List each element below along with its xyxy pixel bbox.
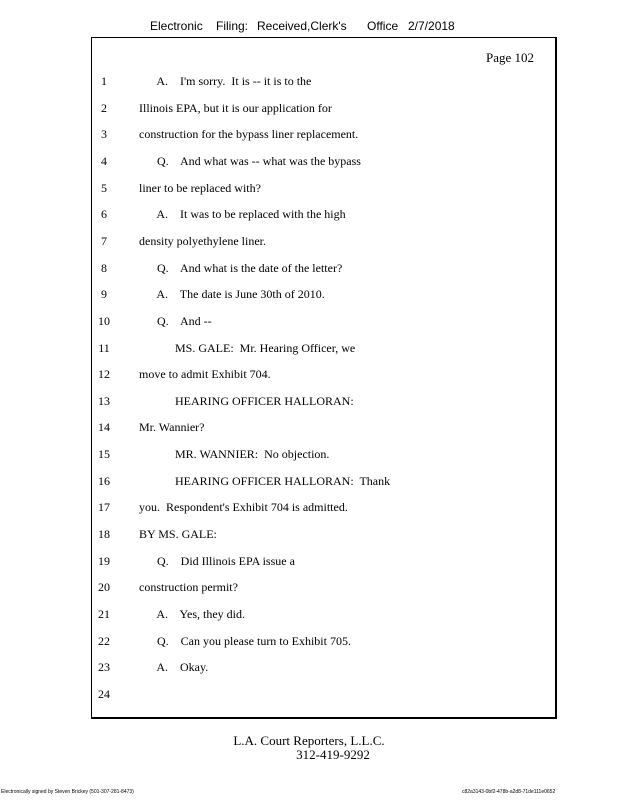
line-number: 23 bbox=[98, 660, 110, 675]
transcript-line bbox=[0, 154, 618, 172]
line-text: construction permit? bbox=[139, 580, 238, 595]
line-number: 13 bbox=[98, 393, 110, 408]
line-text: move to admit Exhibit 704. bbox=[139, 367, 271, 382]
transcript-line bbox=[0, 234, 618, 252]
transcript-line bbox=[0, 420, 618, 438]
header-office: Office bbox=[367, 19, 399, 33]
transcript-line bbox=[0, 74, 618, 92]
line-text: Mr. Wannier? bbox=[139, 420, 205, 435]
line-number: 3 bbox=[101, 127, 107, 142]
line-number: 9 bbox=[101, 287, 107, 302]
line-number: 7 bbox=[101, 233, 107, 248]
line-text: Q. And what was -- what was the bypass bbox=[139, 153, 361, 168]
line-text: HEARING OFFICER HALLORAN: bbox=[139, 393, 354, 408]
line-text: A. Okay. bbox=[139, 660, 209, 675]
line-number: 21 bbox=[98, 607, 110, 621]
electronic-signature: Electronically signed by Steven Brickey (501-307-281-8473) bbox=[1, 789, 134, 795]
transcript-line bbox=[0, 527, 618, 545]
header-received: Received,Clerk's bbox=[257, 19, 347, 33]
transcript-line bbox=[0, 500, 618, 518]
line-text: construction for the bypass liner replacement. bbox=[139, 127, 359, 142]
line-number: 10 bbox=[98, 313, 110, 328]
line-text: Q. Can you please turn to Exhibit 705. bbox=[139, 633, 351, 648]
line-text: MR. WANNIER: No objection. bbox=[139, 447, 330, 462]
line-text: HEARING OFFICER HALLORAN: Thank bbox=[139, 473, 391, 488]
line-text: MS. GALE: Mr. Hearing Officer, we bbox=[139, 340, 356, 355]
line-text: A. The date is June 30th of 2010. bbox=[139, 287, 325, 302]
line-text: you. Respondent's Exhibit 704 is admitted. bbox=[139, 500, 348, 515]
transcript-line bbox=[0, 367, 618, 385]
line-number: 2 bbox=[101, 100, 107, 115]
line-text: A. I'm sorry. It is -- it is to the bbox=[139, 74, 312, 88]
transcript-line bbox=[0, 394, 618, 412]
page-number: Page 102 bbox=[486, 50, 535, 65]
line-text: Q. And what is the date of the letter? bbox=[139, 260, 343, 275]
footer-company: L.A. Court Reporters, L.L.C. bbox=[233, 733, 385, 748]
transcript-line bbox=[0, 474, 618, 492]
line-number: 16 bbox=[98, 473, 110, 488]
transcript-line bbox=[0, 181, 618, 199]
transcript-line bbox=[0, 554, 618, 572]
line-number: 20 bbox=[98, 580, 110, 595]
line-number: 15 bbox=[98, 447, 110, 462]
footer-phone: 312-419-9292 bbox=[296, 747, 370, 762]
transcript-line bbox=[0, 447, 618, 465]
transcript-line bbox=[0, 101, 618, 119]
line-text: Q. Did Illinois EPA issue a bbox=[139, 553, 295, 568]
line-number: 4 bbox=[101, 153, 107, 168]
transcript-line bbox=[0, 687, 618, 705]
header-filing: Filing: bbox=[216, 19, 249, 33]
line-number: 17 bbox=[98, 500, 110, 515]
line-number: 12 bbox=[98, 367, 110, 382]
line-text: liner to be replaced with? bbox=[139, 180, 261, 195]
transcript-line bbox=[0, 261, 618, 279]
line-number: 11 bbox=[98, 340, 110, 355]
document-hash: c82a3143-0bf2-478b-a2d8-71de111e0652 bbox=[462, 789, 556, 795]
transcript-line bbox=[0, 287, 618, 305]
header-electronic: Electronic bbox=[150, 19, 203, 33]
line-number: 1 bbox=[101, 74, 107, 88]
line-text: density polyethylene liner. bbox=[139, 233, 266, 248]
line-number: 18 bbox=[98, 527, 110, 542]
line-number: 5 bbox=[101, 180, 107, 195]
transcript-line bbox=[0, 634, 618, 652]
transcript-line bbox=[0, 580, 618, 598]
transcript-line bbox=[0, 341, 618, 359]
transcript-line bbox=[0, 127, 618, 145]
line-text: A. Yes, they did. bbox=[139, 607, 246, 621]
header-date: 2/7/2018 bbox=[408, 19, 455, 33]
line-number: 14 bbox=[98, 420, 110, 435]
line-number: 19 bbox=[98, 553, 110, 568]
line-text: A. It was to be replaced with the high bbox=[139, 207, 346, 222]
line-number: 8 bbox=[101, 260, 107, 275]
line-number: 22 bbox=[98, 633, 110, 648]
line-number: 24 bbox=[98, 686, 110, 701]
line-text: BY MS. GALE: bbox=[139, 527, 217, 542]
transcript-line bbox=[0, 207, 618, 225]
transcript-line bbox=[0, 660, 618, 678]
filing-stamp-header bbox=[0, 19, 618, 37]
transcript-line bbox=[0, 314, 618, 332]
line-text: Q. And -- bbox=[139, 313, 212, 328]
line-text: Illinois EPA, but it is our application for bbox=[139, 100, 332, 115]
line-number: 6 bbox=[101, 207, 107, 222]
transcript-line bbox=[0, 607, 618, 625]
